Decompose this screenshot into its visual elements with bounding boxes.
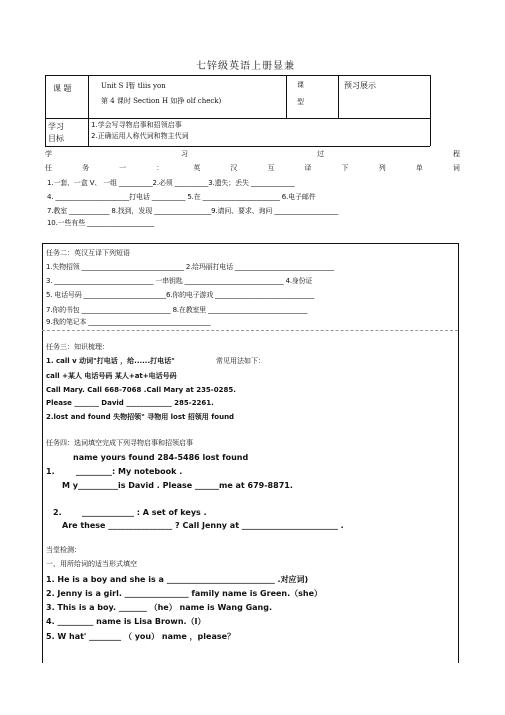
task4-item1: _________: My notebook . [76,467,183,476]
check-item: 3. This is a boy. _______ （he） name is Wang Gang. [46,603,273,612]
task2-title: 任务二：英汉互译下列短语 [46,249,130,257]
check-section1: 一、用所给词的适当形式填空 [46,560,137,568]
goal-1: 1.学会写寻物启事和招领启事 [91,121,182,129]
task2-line: 5. 电话号码 _________________________6.你的电子游戏 ______________________________ [46,291,315,299]
type-label-1: 课 [297,81,304,89]
task4-item2: _____________ : A set of keys . [82,508,207,517]
process-char: 学 [45,150,52,158]
goal-label-2: 目标 [48,134,64,143]
task-char: 英 [193,164,201,172]
task-char: 务 [82,164,90,172]
check-item: 5. W hat' ________ （ you） name ，please？ [46,632,236,641]
task3-title: 任务三：知识梳理： [46,343,109,351]
task-char: 词 [452,164,460,172]
process-char: 过 [317,150,324,158]
task1-line: 4. ______________________打电话 __________ 5.在 _______________________ 6.电子邮件 [47,193,316,201]
type-label-2: 型 [297,98,304,106]
task3-line4: Please _______ David _____________ 285-2261. [46,399,214,407]
process-heading [45,150,460,159]
process-char: 程 [453,150,460,158]
goal-2: 2.正确运用人称代词和物主代词 [91,132,189,140]
task4-title: 任务四：选词填空完成下列寻物启事和招领启事 [46,439,193,447]
check-item: 1. He is a boy and she is a ___________________________ .对应词) [46,575,309,584]
task-char: 任 [45,164,52,172]
task4-item2-num: 2. [53,508,62,517]
task3-line5: 2.lost and found 失物招领" 寻物用 lost 招领用 found [46,413,235,421]
task3-line1: 1. call v 动词"打电话 ，给......打电话" [46,357,175,365]
task-char: 下 [341,164,349,172]
goal-label-1: 学习 [48,122,64,131]
task1-line: 1.一套、一盒 V、 一组 __________2.必须 __________3.遗失；丢失 _____________ [47,179,295,187]
task-char: 列 [378,164,386,172]
process-char: 习 [181,150,188,158]
task4-item1-num: 1. [46,467,55,476]
unit-line-1: Unit S I暂 tliis yon [101,82,166,90]
task3-line3: Call Mary. Call 668-7068 .Call Mary at 235-0285. [46,386,236,394]
unit-line-2: 第 4 课时 Section H 如挣 olf check) [101,97,222,105]
task4-item1b: M y__________is David . Please ______me at 679-8871. [62,481,293,490]
type-value: 预习展示 [344,81,376,90]
task4-item2b: Are these ________________ ? Call Jenny at ________________________ . [62,521,344,530]
check-item: 2. Jenny is a girl. ________________ family name is Green.（she） [46,589,323,598]
topic-label: 课 题 [53,84,72,93]
page-title: 七锌级英语上册显兼 [196,61,295,72]
task1-line: 10.一些有些 ____________________ [47,219,155,227]
task3-line1-note: 常见用法如下： [216,357,265,365]
task-char: 译 [304,164,312,172]
task-char: 一 [119,164,127,172]
check-title: 当堂检测： [46,546,81,554]
task3-line2: call +某人 电话号码 某人+at+电话号码 [46,372,177,380]
task-char: ： [156,164,164,172]
task1-line: 7.教室 ____________ 8.找到，发现 _________________9.请问、要求、询问 ___________________ [47,207,338,215]
task-char: 单 [415,164,423,172]
task2-line: 3. ______________________________ 一串钥匙 ______________________________ 4.身份证 [46,277,313,285]
task2-line: 9.我的笔记本 _____________________________________ [46,318,211,326]
task1-heading [45,164,460,173]
task-char: 互 [267,164,275,172]
task2-line: 1.失物招领 _______________________________ 2.给玛丽打电话 ______________________________ [46,263,334,271]
task-char: 汉 [230,164,238,172]
task2-line: 7.你的书包 ___________________________ 8.在教室里 ______________________________ [46,306,308,314]
check-item: 4. _________ name is Lisa Brown.（I） [46,617,206,626]
task4-words: name yours found 284-5486 lost found [73,453,249,462]
